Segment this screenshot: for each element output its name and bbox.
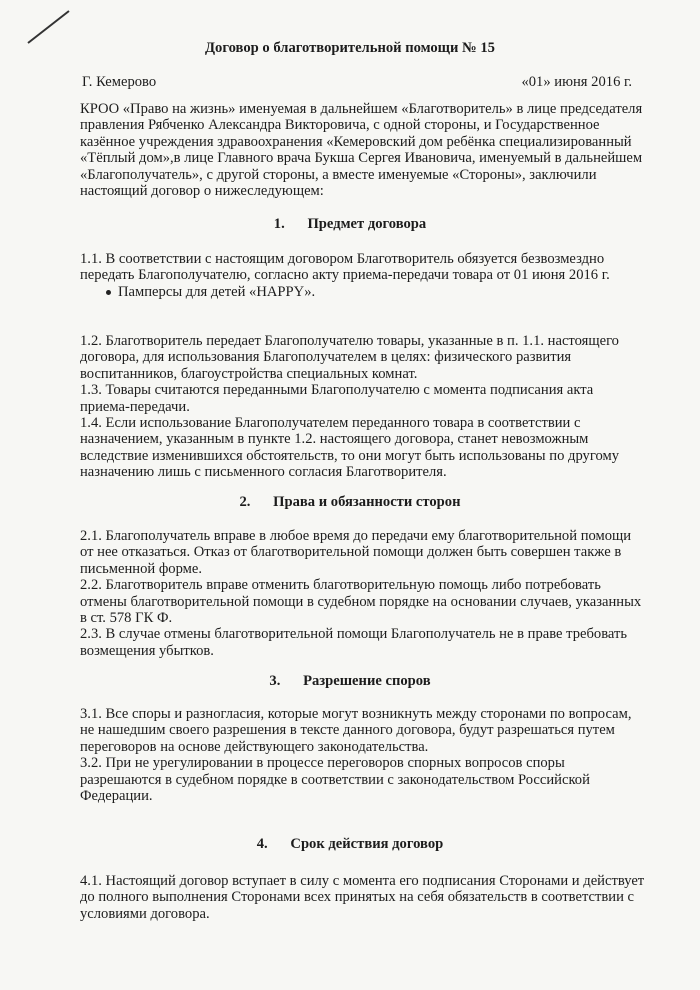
- clause-line: приема-передачи.: [80, 398, 190, 415]
- preamble-line: казённое учреждения здравоохранения «Кемеровский дом ребёнка специализированный: [80, 133, 632, 150]
- section-title: Срок действия договор: [290, 836, 444, 852]
- section-number: 1.: [273, 216, 285, 232]
- section-4-clauses: [80, 873, 648, 922]
- section-2-clauses: [80, 528, 648, 659]
- section-3-clauses: [80, 706, 648, 804]
- clause-line: 2.3. В случае отмены благотворительной помощи Благополучатель не в праве требовать: [80, 626, 628, 643]
- section-4-heading: [0, 836, 700, 852]
- clause-line: договора, для использования Благополучателем в целях: физического развития: [80, 349, 572, 366]
- clause-line: 1.3. Товары считаются переданными Благополучателю с момента подписания акта: [80, 382, 594, 399]
- section-2-heading: [0, 494, 700, 510]
- preamble-line: настоящий договор о нижеследующем:: [80, 183, 324, 200]
- clause-line: 1.2. Благотворитель передает Благополучателю товары, указанные в п. 1.1. настоящего: [80, 333, 619, 349]
- clause-line: передать Благополучателю, согласно акту приема-передачи товара от 01 июня 2016 г.: [80, 267, 610, 284]
- section-title: Предмет договора: [307, 216, 427, 232]
- clause-line: до полного выполнения Сторонами всех принятых на себя обязательств в соответствии с: [80, 889, 634, 906]
- clause-line: отмены благотворительной помощи в судебном порядке на основании случаев, указанных: [80, 593, 642, 610]
- preamble-line: «Благополучатель», с другой стороны, а вместе именуемые «Стороны», заключили: [80, 166, 597, 183]
- clause-line: 2.2. Благотворитель вправе отменить благотворительную помощь либо потребовать: [80, 577, 601, 594]
- clause-line: не нашедшим своего разрешения в тексте данного договора, будут разрешаться путем: [80, 722, 615, 739]
- clause-line: 1.1. В соответствии с настоящим договором Благотворитель обязуется безвозмездно: [80, 251, 605, 267]
- preamble-line: правления Рябченко Александра Викторовича, с одной стороны, и Государственное: [80, 117, 600, 134]
- section-title: Права и обязанности сторон: [273, 494, 461, 510]
- section-3-heading: [0, 673, 700, 689]
- preamble: [80, 101, 648, 199]
- section-number: 4.: [256, 836, 268, 852]
- clause-line: от нее отказаться. Отказ от благотворительной помощи должен быть совершен также в: [80, 544, 622, 561]
- clause-line: 3.2. При не урегулировании в процессе переговоров спорных вопросов споры: [80, 755, 565, 772]
- contract-date: «01» июня 2016 г.: [521, 74, 632, 90]
- section-number: 2.: [239, 494, 251, 510]
- section-1-heading: [0, 216, 700, 232]
- clause-line: вследствие изменившихся обстоятельств, то они могут быть использованы по другому: [80, 447, 620, 464]
- section-number: 3.: [269, 673, 281, 689]
- clause-line: переговоров на основе действующего законодательства.: [80, 738, 429, 755]
- clause-line: 4.1. Настоящий договор вступает в силу с момента его подписания Сторонами и действует: [80, 873, 645, 889]
- clause-line: 1.4. Если использование Благополучателем переданного товара в соответствии с: [80, 415, 581, 432]
- bullet-icon: [106, 290, 111, 295]
- clause-line: письменной форме.: [80, 560, 203, 577]
- bullet-item: [80, 284, 648, 300]
- clause-line: в ст. 578 ГК Ф.: [80, 610, 173, 627]
- clause-line: назначению лишь с письменного согласия Благотворителя.: [80, 464, 447, 481]
- clause-line: разрешаются в судебном порядке в соответствии с законодательством Российской: [80, 771, 590, 788]
- clause-line: воспитанников, благоустройства специальных комнат.: [80, 365, 418, 382]
- document-title: Договор о благотворительной помощи № 15: [205, 40, 495, 56]
- clause-line: Федерации.: [80, 788, 153, 805]
- section-1-clause-1-1: [80, 251, 648, 300]
- section-title: Разрешение споров: [303, 673, 431, 689]
- preamble-line: КРОО «Право на жизнь» именуемая в дальнейшем «Благотворитель» в лице председателя: [80, 101, 643, 117]
- clause-line: 2.1. Благополучатель вправе в любое время до передачи ему благотворительной помощи: [80, 528, 632, 544]
- clause-line: возмещения убытков.: [80, 642, 214, 659]
- bullet-text: Памперсы для детей «HAPPY».: [118, 283, 316, 300]
- section-1-clauses: [80, 333, 648, 481]
- clause-line: 3.1. Все споры и разногласия, которые могут возникнуть между сторонами по вопросам,: [80, 706, 632, 722]
- clause-line: назначением, указанным в пункте 1.2. настоящего договора, станет невозможным: [80, 431, 589, 448]
- preamble-line: «Тёплый дом»,в лице Главного врача Букша Сергея Ивановича, именуемый в дальнейшем: [80, 150, 643, 167]
- pen-mark: [27, 10, 69, 44]
- clause-line: условиями договора.: [80, 905, 210, 922]
- city: Г. Кемерово: [82, 74, 157, 90]
